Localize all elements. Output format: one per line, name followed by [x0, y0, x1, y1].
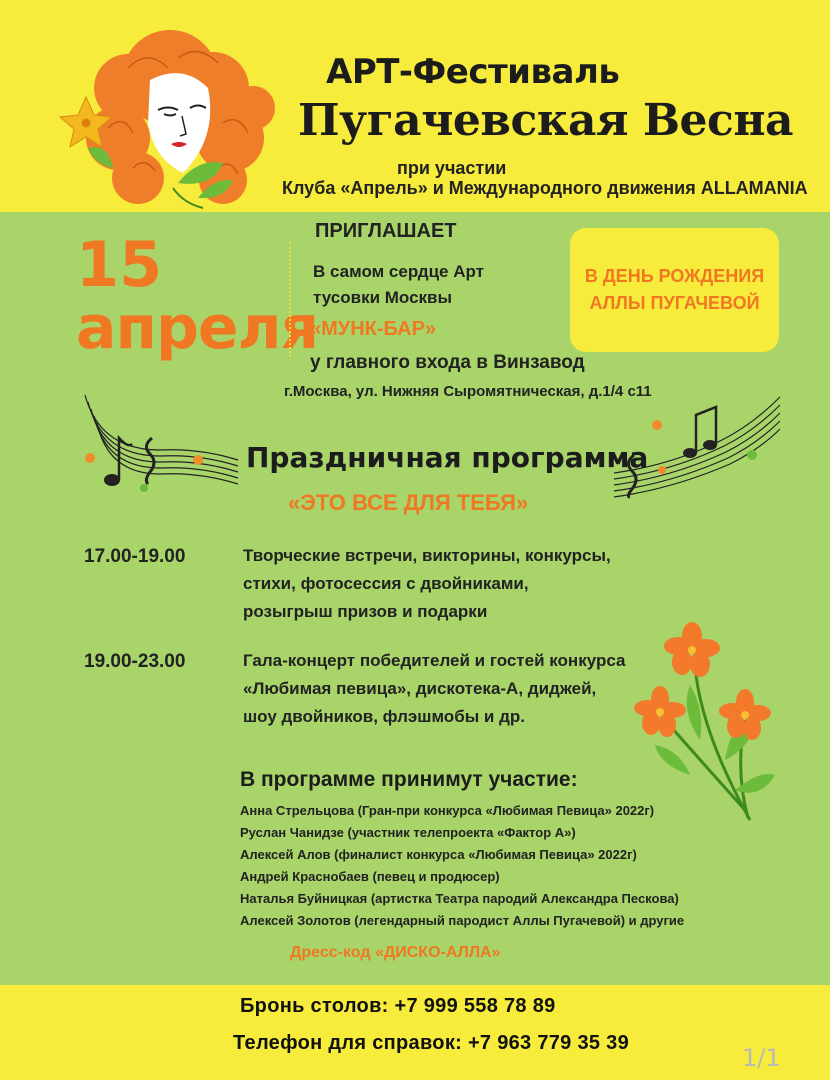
invites-text: ПРИГЛАШАЕТ	[315, 220, 457, 242]
schedule-2-line-1: Гала-концерт победителей и гостей конкурса	[243, 651, 626, 670]
participation-organizers: Клуба «Апрель» и Международного движения ALLAMANIA	[282, 178, 808, 198]
participant-item: Алексей Алов (финалист конкурса «Любимая Певица» 2022г)	[240, 847, 637, 862]
participants-list	[240, 800, 684, 932]
participants-title: В программе принимут участие:	[240, 768, 578, 791]
schedule-desc-1	[243, 542, 611, 626]
schedule-time-1: 17.00-19.00	[84, 546, 186, 567]
birthday-line1: В ДЕНЬ РОЖДЕНИЯ	[584, 266, 765, 286]
schedule-1-line-1: Творческие встречи, викторины, конкурсы,	[243, 546, 611, 565]
woman-illustration	[58, 28, 286, 212]
schedule-2-line-2: «Любимая певица», дискотека-А, диджей,	[243, 679, 597, 698]
venue-address: г.Москва, ул. Нижняя Сыромятническая, д.1/4 с11	[284, 383, 652, 400]
birthday-line2: АЛЛЫ ПУГАЧЕВОЙ	[589, 293, 760, 313]
flowers-icon	[630, 620, 780, 830]
dress-code: Дресс-код «ДИСКО-АЛЛА»	[290, 944, 501, 961]
program-subtitle: «ЭТО ВСЕ ДЛЯ ТЕБЯ»	[288, 490, 529, 515]
schedule-2-line-3: шоу двойников, флэшмобы и др.	[243, 707, 526, 726]
festival-title: АРТ-Фестиваль	[326, 52, 620, 92]
participant-item: Наталья Буйницкая (артистка Театра пародий Александра Пескова)	[240, 891, 679, 906]
venue-intro-line2: тусовки Москвы	[313, 288, 453, 307]
participation-label: при участии	[397, 158, 507, 178]
venue-intro-line1: В самом сердце Арт	[313, 262, 484, 281]
participant-item: Руслан Чанидзе (участник телепроекта «Фактор А»)	[240, 825, 576, 840]
booking-phone: Бронь столов: +7 999 558 78 89	[240, 995, 556, 1017]
festival-name: Пугачевская Весна	[298, 95, 794, 146]
participant-item: Андрей Краснобаев (певец и продюсер)	[240, 869, 500, 884]
schedule-desc-2	[243, 647, 625, 731]
event-day: 15	[76, 228, 163, 301]
venue-entrance: у главного входа в Винзавод	[310, 352, 585, 373]
event-month: апреля	[76, 293, 319, 363]
page-indicator: 1/1	[742, 1044, 781, 1072]
schedule-1-line-3: розыгрыш призов и подарки	[243, 602, 488, 621]
birthday-badge	[570, 228, 779, 352]
participant-item: Анна Стрельцова (Гран-при конкурса «Любимая Певица» 2022г)	[240, 803, 655, 818]
schedule-1-line-2: стихи, фотосессия с двойниками,	[243, 574, 529, 593]
info-phone: Телефон для справок: +7 963 779 35 39	[233, 1032, 630, 1054]
venue-name: «МУНК-БАР»	[310, 318, 437, 340]
program-title: Праздничная программа	[246, 441, 649, 474]
music-notes-left-icon	[80, 390, 240, 500]
divider-line	[289, 242, 291, 357]
participant-item: Алексей Золотов (легендарный пародист Аллы Пугачевой) и другие	[240, 913, 685, 928]
schedule-time-2: 19.00-23.00	[84, 651, 186, 672]
